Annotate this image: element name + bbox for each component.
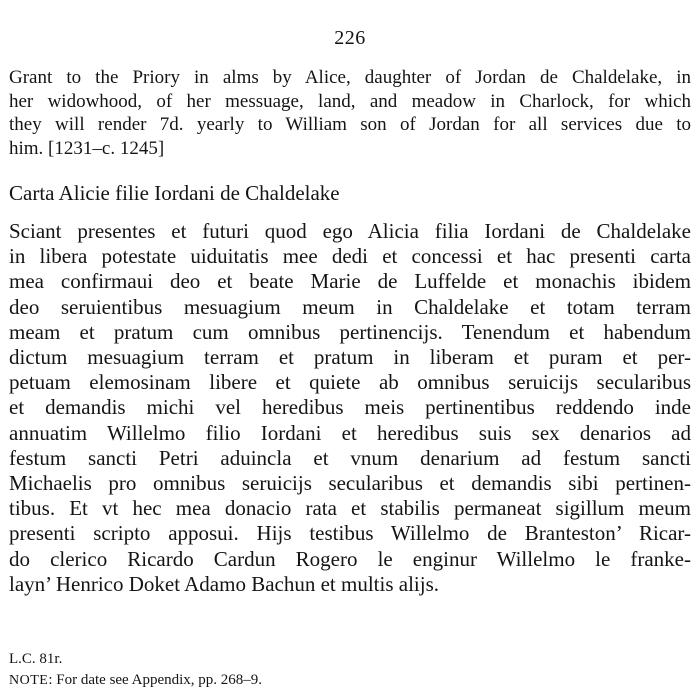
charter-text	[9, 219, 691, 597]
charter-line: Sciant presentes et futuri quod ego Alicia filia Iordani de Chaldelake	[9, 219, 691, 243]
page-number: 226	[334, 27, 366, 49]
charter-line: presenti scripto apposui. Hijs testibus Willelmo de Branteston’ Ricar-	[9, 521, 691, 546]
summary-line: Grant to the Priory in alms by Alice, daughter of Jordan de Chaldelake, in	[9, 67, 691, 88]
editorial-note	[9, 670, 691, 691]
summary-line: him. [1231–c. 1245]	[9, 137, 165, 159]
summary-line: her widowhood, of her messuage, land, and meadow in Charlock, for which	[9, 90, 691, 112]
charter-line: layn’ Henrico Doket Adamo Bachun et multis alijs.	[9, 571, 440, 596]
charter-line: petuam elemosinam libere et quiete ab omnibus seruicijs secularibus	[9, 370, 691, 395]
charter-line: meam et pratum cum omnibus pertinencijs. Tenendum et habendum	[9, 319, 691, 344]
note-label: NOTE	[9, 673, 49, 688]
charter-line: annuatim Willelmo filio Iordani et heredibus suis sex denarios ad	[9, 420, 691, 445]
charter-line: do clerico Ricardo Cardun Rogero le enginur Willelmo le franke-	[9, 546, 691, 571]
charter-line: in libera potestate uiduitatis mee dedi et concessi et hac presenti carta	[9, 244, 691, 269]
summary-line: they will render 7d. yearly to William son of Jordan for all services due to	[9, 114, 691, 135]
charter-line: deo seruientibus mesuagium meum in Chaldelake et totam terram	[9, 294, 691, 319]
charter-line: dictum mesuagium terram et pratum in liberam et puram et per-	[9, 345, 691, 370]
charter-line: et demandis michi vel heredibus meis pertinentibus reddendo inde	[9, 395, 691, 420]
charter-line: tibus. Et vt hec mea donacio rata et stabilis permaneat sigillum meum	[9, 496, 691, 521]
charter-line: festum sancti Petri aduincla et vnum denarium ad festum sancti	[9, 445, 691, 470]
charter-title: Carta Alicie filie Iordani de Chaldelake	[9, 181, 340, 205]
charter-summary	[9, 66, 691, 160]
note-text: : For date see Appendix, pp. 268–9.	[48, 672, 263, 688]
source-reference: L.C. 81r.	[9, 651, 63, 667]
charter-line: Michaelis pro omnibus seruicijs secularibus et demandis sibi pertinen-	[9, 471, 691, 496]
charter-line: mea confirmaui deo et beate Marie de Luffelde et monachis ibidem	[9, 269, 691, 294]
